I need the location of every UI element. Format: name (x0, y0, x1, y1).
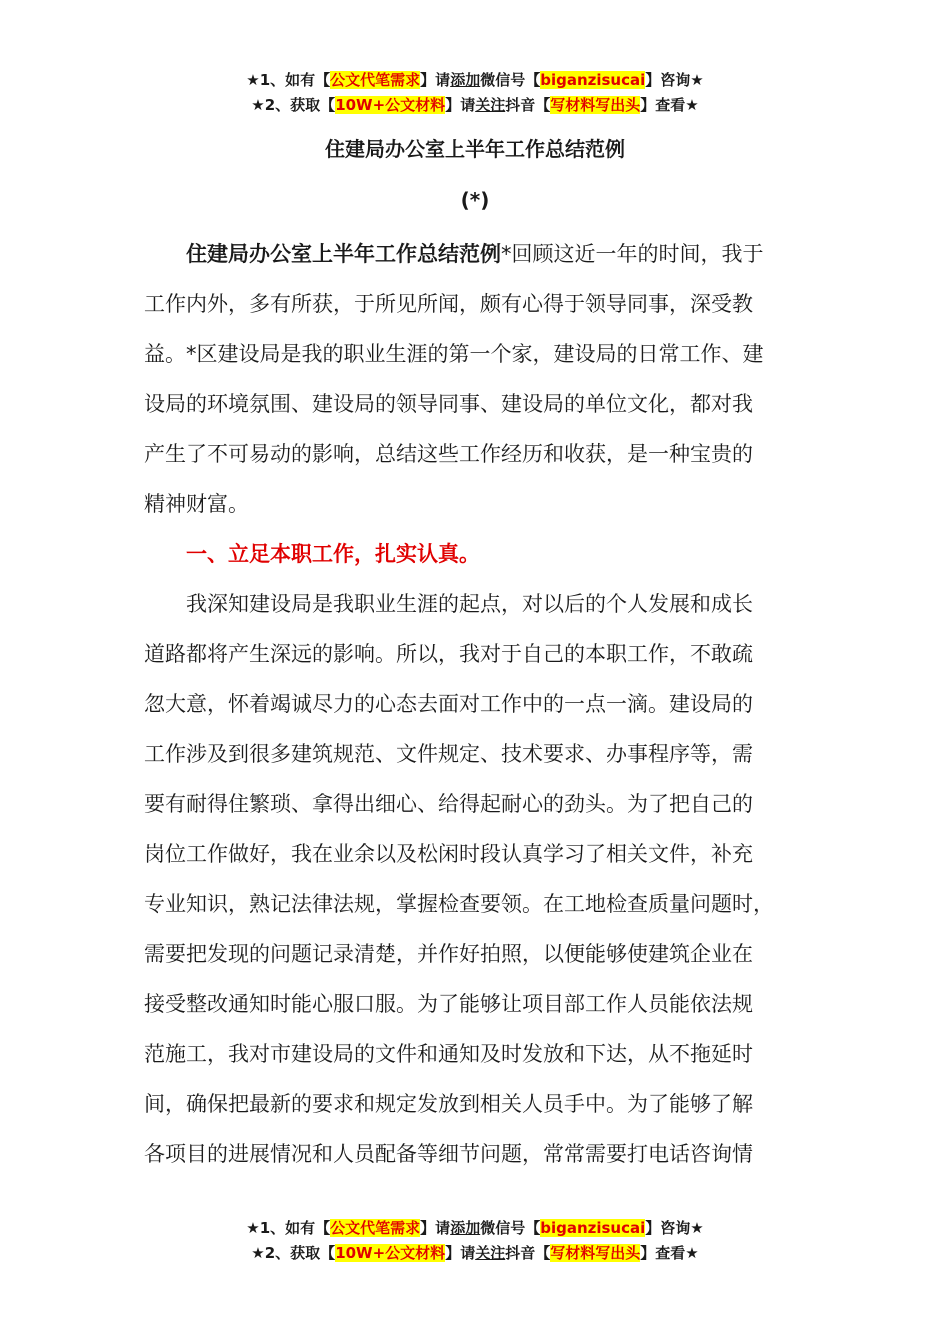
intro-lead: 住建局办公室上半年工作总结范例 (186, 242, 501, 266)
banner-line-2 (0, 1241, 950, 1266)
section-line: 需要把发现的问题记录清楚，并作好拍照，以便能够使建筑企业在 (144, 942, 753, 966)
banner-text: 】请 (445, 1244, 476, 1262)
banner-highlight: 写材料写出头 (550, 1244, 641, 1262)
banner-highlight: 10W+公文材料 (335, 96, 446, 114)
banner-highlight: biganzisucai (540, 71, 646, 89)
banner-text: 】咨询★ (645, 71, 704, 89)
section-first-line: 我深知建设局是我职业生涯的起点，对以后的个人发展和成长 (186, 592, 753, 616)
section-line: 工作涉及到很多建筑规范、文件规定、技术要求、办事程序等，需 (144, 742, 753, 766)
banner-text: ★2、获取【 (251, 1244, 336, 1262)
banner-text: ★1、如有【 (246, 71, 331, 89)
section-line: 专业知识，熟记法律法规，掌握检查要领。在工地检查质量问题时， (144, 892, 774, 916)
banner-text: 】查看★ (640, 1244, 699, 1262)
banner-text: 】请 (420, 71, 451, 89)
section-heading: 一、立足本职工作，扎实认真。 (186, 542, 480, 566)
banner-text: 】咨询★ (645, 1219, 704, 1237)
banner-text: ★1、如有【 (246, 1219, 331, 1237)
banner-text: 抖音【 (505, 1244, 551, 1262)
document-title: 住建局办公室上半年工作总结范例 (325, 137, 625, 161)
banner-text: 微信号【 (480, 1219, 541, 1237)
section-line: 道路都将产生深远的影响。所以，我对于自己的本职工作，不敢疏 (144, 642, 753, 666)
banner-line-1 (0, 68, 950, 93)
banner-emphasis: 添加 (450, 1219, 481, 1237)
document-body (144, 229, 834, 1179)
intro-first-line (144, 229, 834, 279)
section-line: 接受整改通知时能心服口服。为了能够让项目部工作人员能依法规 (144, 992, 753, 1016)
banner-highlight: biganzisucai (540, 1219, 646, 1237)
banner-line-1 (0, 1216, 950, 1241)
banner-line-2 (0, 93, 950, 118)
banner-emphasis: 添加 (450, 71, 481, 89)
section-line: 忽大意，怀着竭诚尽力的心态去面对工作中的一点一滴。建设局的 (144, 692, 753, 716)
banner-highlight: 10W+公文材料 (335, 1244, 446, 1262)
section-line: 要有耐得住繁琐、拿得出细心、给得起耐心的劲头。为了把自己的 (144, 792, 753, 816)
banner-emphasis: 关注 (475, 96, 506, 114)
intro-line: 益。*区建设局是我的职业生涯的第一个家，建设局的日常工作、建 (144, 342, 764, 366)
intro-line: 设局的环境氛围、建设局的领导同事、建设局的单位文化，都对我 (144, 392, 753, 416)
banner-text: ★2、获取【 (251, 96, 336, 114)
document-subtitle: (*) (460, 188, 490, 212)
intro-line: 精神财富。 (144, 492, 249, 516)
banner-text: 抖音【 (505, 96, 551, 114)
footer-banner (0, 1216, 950, 1266)
header-banner (0, 68, 950, 118)
banner-emphasis: 关注 (475, 1244, 506, 1262)
banner-highlight: 公文代笔需求 (330, 1219, 421, 1237)
section-line: 岗位工作做好，我在业余以及松闲时段认真学习了相关文件，补充 (144, 842, 753, 866)
intro-line: 产生了不可易动的影响，总结这些工作经历和收获，是一种宝贵的 (144, 442, 753, 466)
intro-line: 工作内外，多有所获，于所见所闻，颇有心得于领导同事，深受教 (144, 292, 753, 316)
section-line: 各项目的进展情况和人员配备等细节问题，常常需要打电话咨询情 (144, 1142, 753, 1166)
section-line: 范施工，我对市建设局的文件和通知及时发放和下达，从不拖延时 (144, 1042, 753, 1066)
section-line: 间，确保把最新的要求和规定发放到相关人员手中。为了能够了解 (144, 1092, 753, 1116)
banner-text: 】请 (420, 1219, 451, 1237)
banner-text: 】请 (445, 96, 476, 114)
banner-highlight: 写材料写出头 (550, 96, 641, 114)
intro-text: *回顾这近一年的时间，我于 (501, 242, 764, 266)
banner-text: 微信号【 (480, 71, 541, 89)
banner-highlight: 公文代笔需求 (330, 71, 421, 89)
banner-text: 】查看★ (640, 96, 699, 114)
